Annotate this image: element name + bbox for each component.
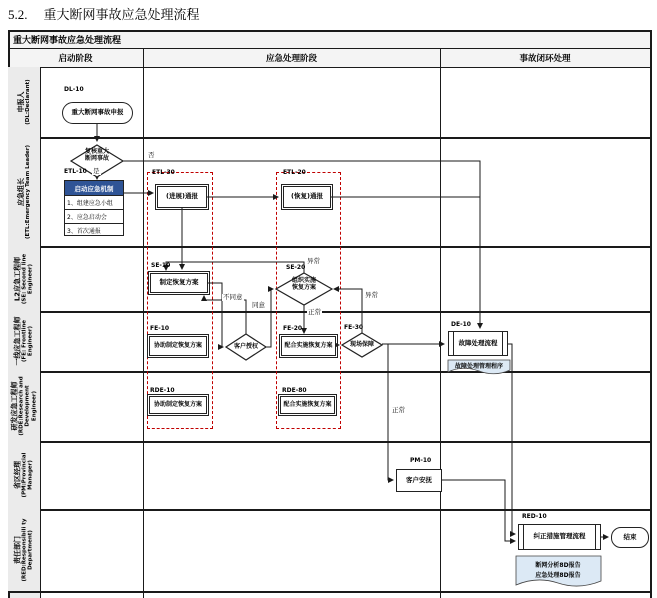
node-assist-plan-fe <box>149 336 207 356</box>
edge-se20-abnormal-loop <box>166 262 304 273</box>
doc-8d-report-line1: 断网分析8D报告 <box>535 562 581 569</box>
assist-plan-fe-text: 协助制定恢复方案 <box>153 341 202 349</box>
assist-plan-rde-text: 协助制定恢复方案 <box>153 400 202 408</box>
node-declare <box>62 102 133 124</box>
node-review-text <box>71 149 123 162</box>
lane-rde-en: (RDE:Research and Development Engineer) <box>18 376 38 436</box>
edge-se10-auth <box>208 283 223 347</box>
node-declare-text: 重大断网事故申报 <box>71 108 124 117</box>
review-line2: 断网事故 <box>84 154 109 162</box>
label-red10: RED-10 <box>522 513 547 520</box>
label-fe30: FE-30 <box>344 324 364 331</box>
organize-line2: 恢复方案 <box>291 283 316 291</box>
lane-fe-cn: 一线应急工程师 <box>13 316 22 366</box>
edge-label-agree: 同意 <box>252 301 265 309</box>
progress-notice-text: (进展)通报 <box>166 192 198 201</box>
node-make-plan <box>150 273 208 293</box>
lane-red-cn: 责任部门 <box>13 536 22 564</box>
mechanism-item-2: 2、应急启动会 <box>65 209 123 223</box>
subprocess-bar <box>502 332 503 355</box>
node-comfort <box>396 469 442 492</box>
make-plan-text: 制定恢复方案 <box>159 278 199 287</box>
mechanism-item-3: 3、首次通报 <box>65 223 123 237</box>
edge-label-no: 否 <box>148 151 155 159</box>
lane-declarant-cn: 申报人 <box>16 91 25 113</box>
edge-de10-red10 <box>508 344 515 534</box>
node-site-support-text <box>342 342 382 349</box>
fault-process-text: 故障处理流程 <box>458 338 498 347</box>
mechanism-item-1: 1、组建应急小组 <box>65 195 123 209</box>
implement-rde-text: 配合实施恢复方案 <box>283 400 332 408</box>
label-pm10: PM-10 <box>410 457 432 464</box>
edge-auth-disagree <box>204 293 246 334</box>
lane-declarant-en: (DL:Declarant) <box>24 79 31 125</box>
node-customer-auth-text <box>226 344 266 351</box>
label-etl10: ETL-10 <box>64 168 87 175</box>
subprocess-bar <box>595 525 596 549</box>
label-se20: SE-20 <box>286 264 306 271</box>
label-dl10: DL-10 <box>64 86 84 93</box>
lane-se-cn: L2应急工程师 <box>13 256 22 301</box>
node-assist-plan-rde <box>149 396 207 414</box>
recovery-notice-text: (恢复)通报 <box>291 192 323 201</box>
lane-etl-en: (ETL:Emergency Team Leader) <box>24 144 31 239</box>
node-recovery-notice <box>283 186 331 208</box>
lane-fe-en: (FE: Frontline Engineer) <box>21 320 35 362</box>
mechanism-title: 启动应急机制 <box>65 181 123 195</box>
edge-label-yes: 是 <box>93 167 100 175</box>
phase-start: 启动阶段 <box>58 53 93 64</box>
node-implement-fe <box>281 336 336 356</box>
lane-red-en: (RED:Responsibili ty Department) <box>21 518 35 582</box>
node-organize-text <box>276 278 332 291</box>
table-title: 重大断网事故应急处理流程 <box>13 36 122 46</box>
edge-pm10-red10 <box>442 480 515 541</box>
section-number: 5.2. <box>8 7 28 22</box>
end-text: 结束 <box>623 532 637 541</box>
label-rde80: RDE-80 <box>282 387 307 394</box>
label-fe20: FE-20 <box>283 325 303 332</box>
label-fe10: FE-10 <box>150 325 170 332</box>
organize-line1: 组织实施 <box>291 277 316 284</box>
lane-se-en: (SE: Second line Engineer) <box>21 253 35 304</box>
corrective-text: 纠正措施管理流程 <box>533 532 586 541</box>
doc-8d-report-line2: 应急处理8D报告 <box>535 572 581 579</box>
lane-pm-cn: 省区经理 <box>13 461 22 489</box>
doc-fault-procedure-text: 故障处理管理程序 <box>454 363 504 370</box>
node-fault-process <box>448 331 508 356</box>
node-implement-rde <box>280 396 335 414</box>
site-support-label: 现场保障 <box>349 341 374 348</box>
implement-fe-text: 配合实施恢复方案 <box>284 341 333 349</box>
phase-handle: 应急处理阶段 <box>265 53 317 64</box>
subprocess-bar <box>453 332 454 355</box>
customer-auth-label: 客户授权 <box>233 343 258 350</box>
label-de10: DE-10 <box>451 321 471 328</box>
comfort-text: 客户安抚 <box>406 475 432 484</box>
label-rde10: RDE-10 <box>150 387 175 394</box>
edge-label-abnormal2: 异常 <box>365 291 378 299</box>
lane-etl-cn: 应急组长 <box>16 177 25 206</box>
subprocess-bar <box>523 525 524 549</box>
phase-closure: 事故闭环处理 <box>519 53 571 64</box>
section-title: 重大断网事故应急处理流程 <box>43 7 200 22</box>
label-se10: SE-10 <box>151 262 171 269</box>
edge-label-abnormal1: 异常 <box>307 257 320 265</box>
edge-label-disagree: 不同意 <box>223 293 243 301</box>
review-line1: 复核重大 <box>84 148 109 155</box>
node-end <box>611 527 649 548</box>
label-etl30: ETL-30 <box>152 169 175 176</box>
lane-pm-en: (PM:Provincial Manager) <box>21 452 35 498</box>
label-etl20: ETL-20 <box>283 169 306 176</box>
lane-rde-cn: 研发应急工程师 <box>10 381 19 431</box>
node-mechanism <box>64 180 124 236</box>
edge-label-normal1: 正常 <box>308 308 321 316</box>
edge-label-normal2: 正常 <box>392 406 405 414</box>
node-progress-notice <box>157 186 207 208</box>
node-corrective <box>518 524 601 550</box>
edge-auth-agree <box>266 289 273 347</box>
